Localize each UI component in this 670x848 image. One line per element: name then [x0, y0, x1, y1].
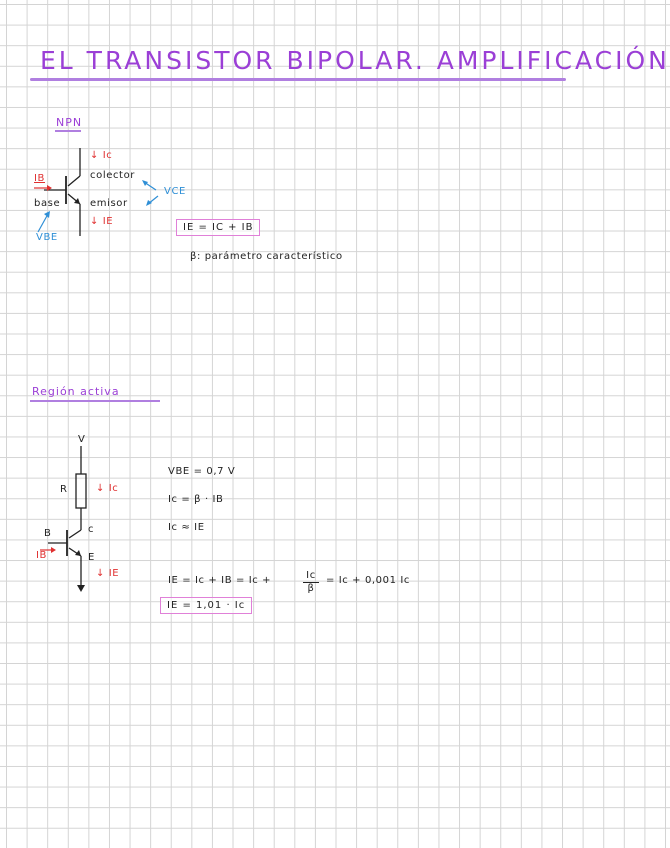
region-ie-label: ↓ IE [96, 568, 120, 579]
fraction-denominator: β [307, 583, 315, 594]
eq-vbe: VBE = 0,7 V [168, 466, 236, 477]
base-b-label: B [44, 528, 52, 539]
emitter-e-label: E [88, 552, 95, 563]
npn-vce-label: VCE [164, 186, 186, 197]
collector-c-label: c [88, 524, 95, 535]
eq-ie-expansion-left: IE = Ic + IB = Ic + [168, 575, 272, 586]
eq-fraction [303, 570, 319, 594]
npn-colector-label: colector [90, 170, 135, 181]
resistor-r-label: R [60, 484, 68, 495]
npn-label: NPN [56, 116, 83, 129]
npn-ic-label: ↓ Ic [90, 150, 113, 161]
npn-vbe-label: VBE [36, 232, 58, 243]
eq-ic-approx-ie: Ic ≈ IE [168, 522, 205, 533]
eq-ie-expansion-right: = Ic + 0,001 Ic [326, 575, 410, 586]
page-title: EL TRANSISTOR BIPOLAR. AMPLIFICACIÓN [40, 46, 670, 75]
npn-formula-box: IE = IC + IB [176, 219, 260, 236]
npn-emisor-label: emisor [90, 198, 128, 209]
supply-v-label: V [78, 434, 86, 445]
npn-ie-label: ↓ IE [90, 216, 114, 227]
region-activa-label: Región activa [32, 385, 120, 398]
beta-note: β: parámetro característico [190, 251, 343, 262]
npn-ib-label: IB [34, 173, 46, 184]
region-ib-label: IB [36, 550, 48, 561]
eq-ie-result-box: IE = 1,01 · Ic [160, 597, 252, 614]
region-ic-label: ↓ Ic [96, 483, 119, 494]
eq-ic-beta: Ic = β · IB [168, 494, 224, 505]
fraction-numerator: Ic [303, 570, 319, 583]
npn-base-label: base [34, 198, 61, 209]
